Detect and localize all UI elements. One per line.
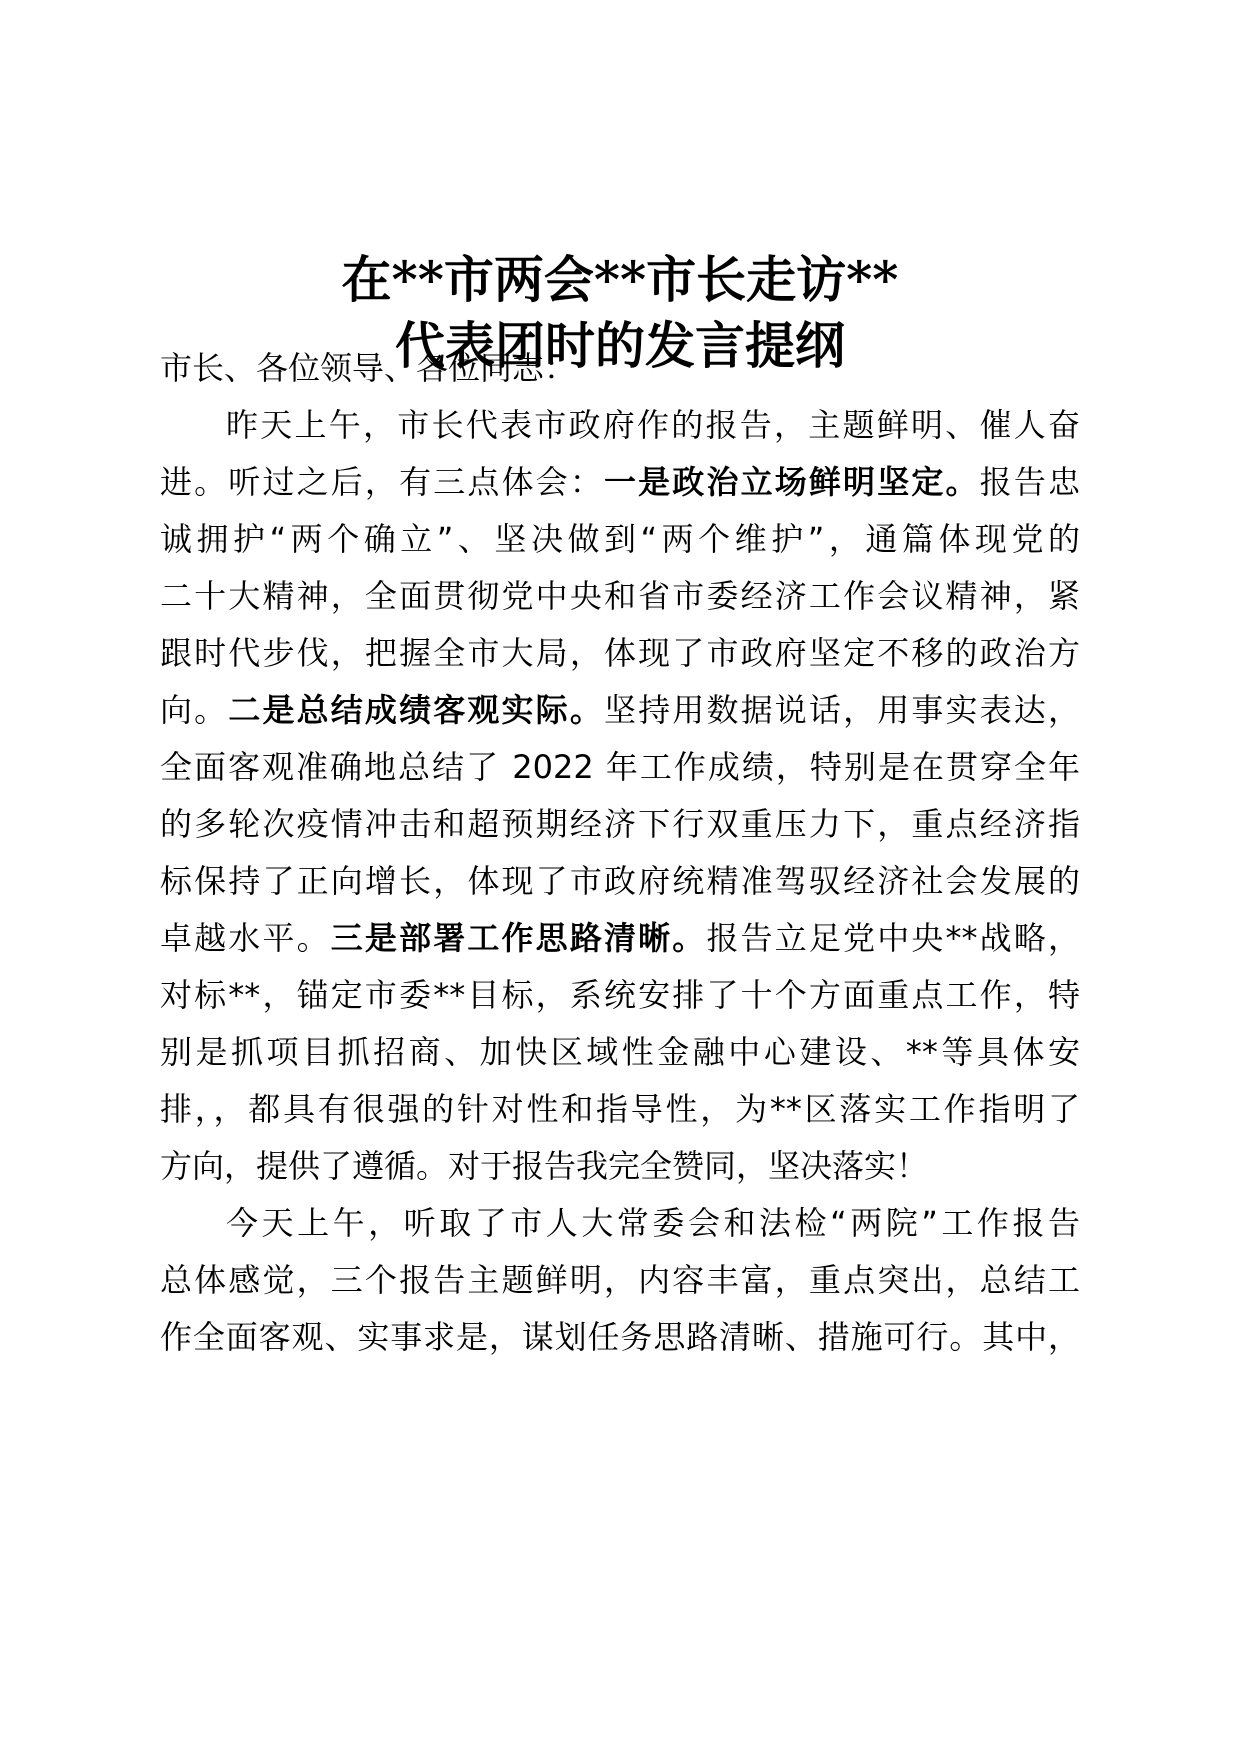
paragraph-1-line-1: 昨天上午，市长代表市政府作的报告，主题鲜明、催人奋 xyxy=(226,406,1080,444)
paragraph-1-line-3: 诚拥护“两个确立”、坚决做到“两个维护”，通篇体现党的 xyxy=(160,520,1080,558)
text-run: 向。 xyxy=(160,691,229,729)
document-title-line-1: 在**市两会**市长走访** xyxy=(341,250,899,309)
paragraph-1-line-14: 方向，提供了遵循。对于报告我完全赞同，坚决落实！ xyxy=(160,1147,929,1185)
paragraph-1-line-12: 别是抓项目抓招商、加快区域性金融中心建设、**等具体安 xyxy=(160,1033,1080,1071)
paragraph-1-line-4: 二十大精神，全面贯彻党中央和省市委经济工作会议精神，紧 xyxy=(160,577,1080,615)
text-run: 进。听过之后，有三点体会： xyxy=(160,463,604,501)
text-run: 卓越水平。 xyxy=(160,919,331,957)
paragraph-2-line-3: 作全面客观、实事求是，谋划任务思路清晰、措施可行。其中， xyxy=(160,1318,1080,1356)
text-run: 报告立足党中央**战略， xyxy=(706,919,1080,957)
paragraph-1-line-13: 排，，都具有很强的针对性和指导性，为**区落实工作指明了 xyxy=(160,1090,1080,1128)
paragraph-1-line-10 xyxy=(160,918,1080,958)
paragraph-1-line-6 xyxy=(160,690,1080,730)
paragraph-1-line-5: 跟时代步伐，把握全市大局，体现了市政府坚定不移的政治方 xyxy=(160,634,1080,672)
paragraph-1-line-7: 全面客观准确地总结了 2022 年工作成绩，特别是在贯穿全年 xyxy=(160,748,1080,786)
paragraph-1-line-2 xyxy=(160,462,1080,502)
key-point-3: 三是部署工作思路清晰。 xyxy=(330,919,707,957)
salutation: 市长、各位领导、各位同志： xyxy=(160,349,577,387)
paragraph-1-line-11: 对标**，锚定市委**目标，系统安排了十个方面重点工作，特 xyxy=(160,976,1080,1014)
key-point-1: 一是政治立场鲜明坚定。 xyxy=(603,463,980,501)
key-point-2: 二是总结成绩客观实际。 xyxy=(228,691,604,729)
text-run: 坚持用数据说话，用事实表达， xyxy=(604,691,1080,729)
paragraph-2-line-1: 今天上午，听取了市人大常委会和法检“两院”工作报告 xyxy=(226,1204,1080,1242)
text-run: 报告忠 xyxy=(979,463,1080,501)
document-title-line-2: 代表团时的发言提纲 xyxy=(395,316,845,375)
paragraph-1-line-8: 的多轮次疫情冲击和超预期经济下行双重压力下，重点经济指 xyxy=(160,805,1080,843)
paragraph-1-line-9: 标保持了正向增长，体现了市政府统精准驾驭经济社会发展的 xyxy=(160,862,1080,900)
paragraph-2-line-2: 总体感觉，三个报告主题鲜明，内容丰富，重点突出，总结工 xyxy=(160,1261,1080,1299)
